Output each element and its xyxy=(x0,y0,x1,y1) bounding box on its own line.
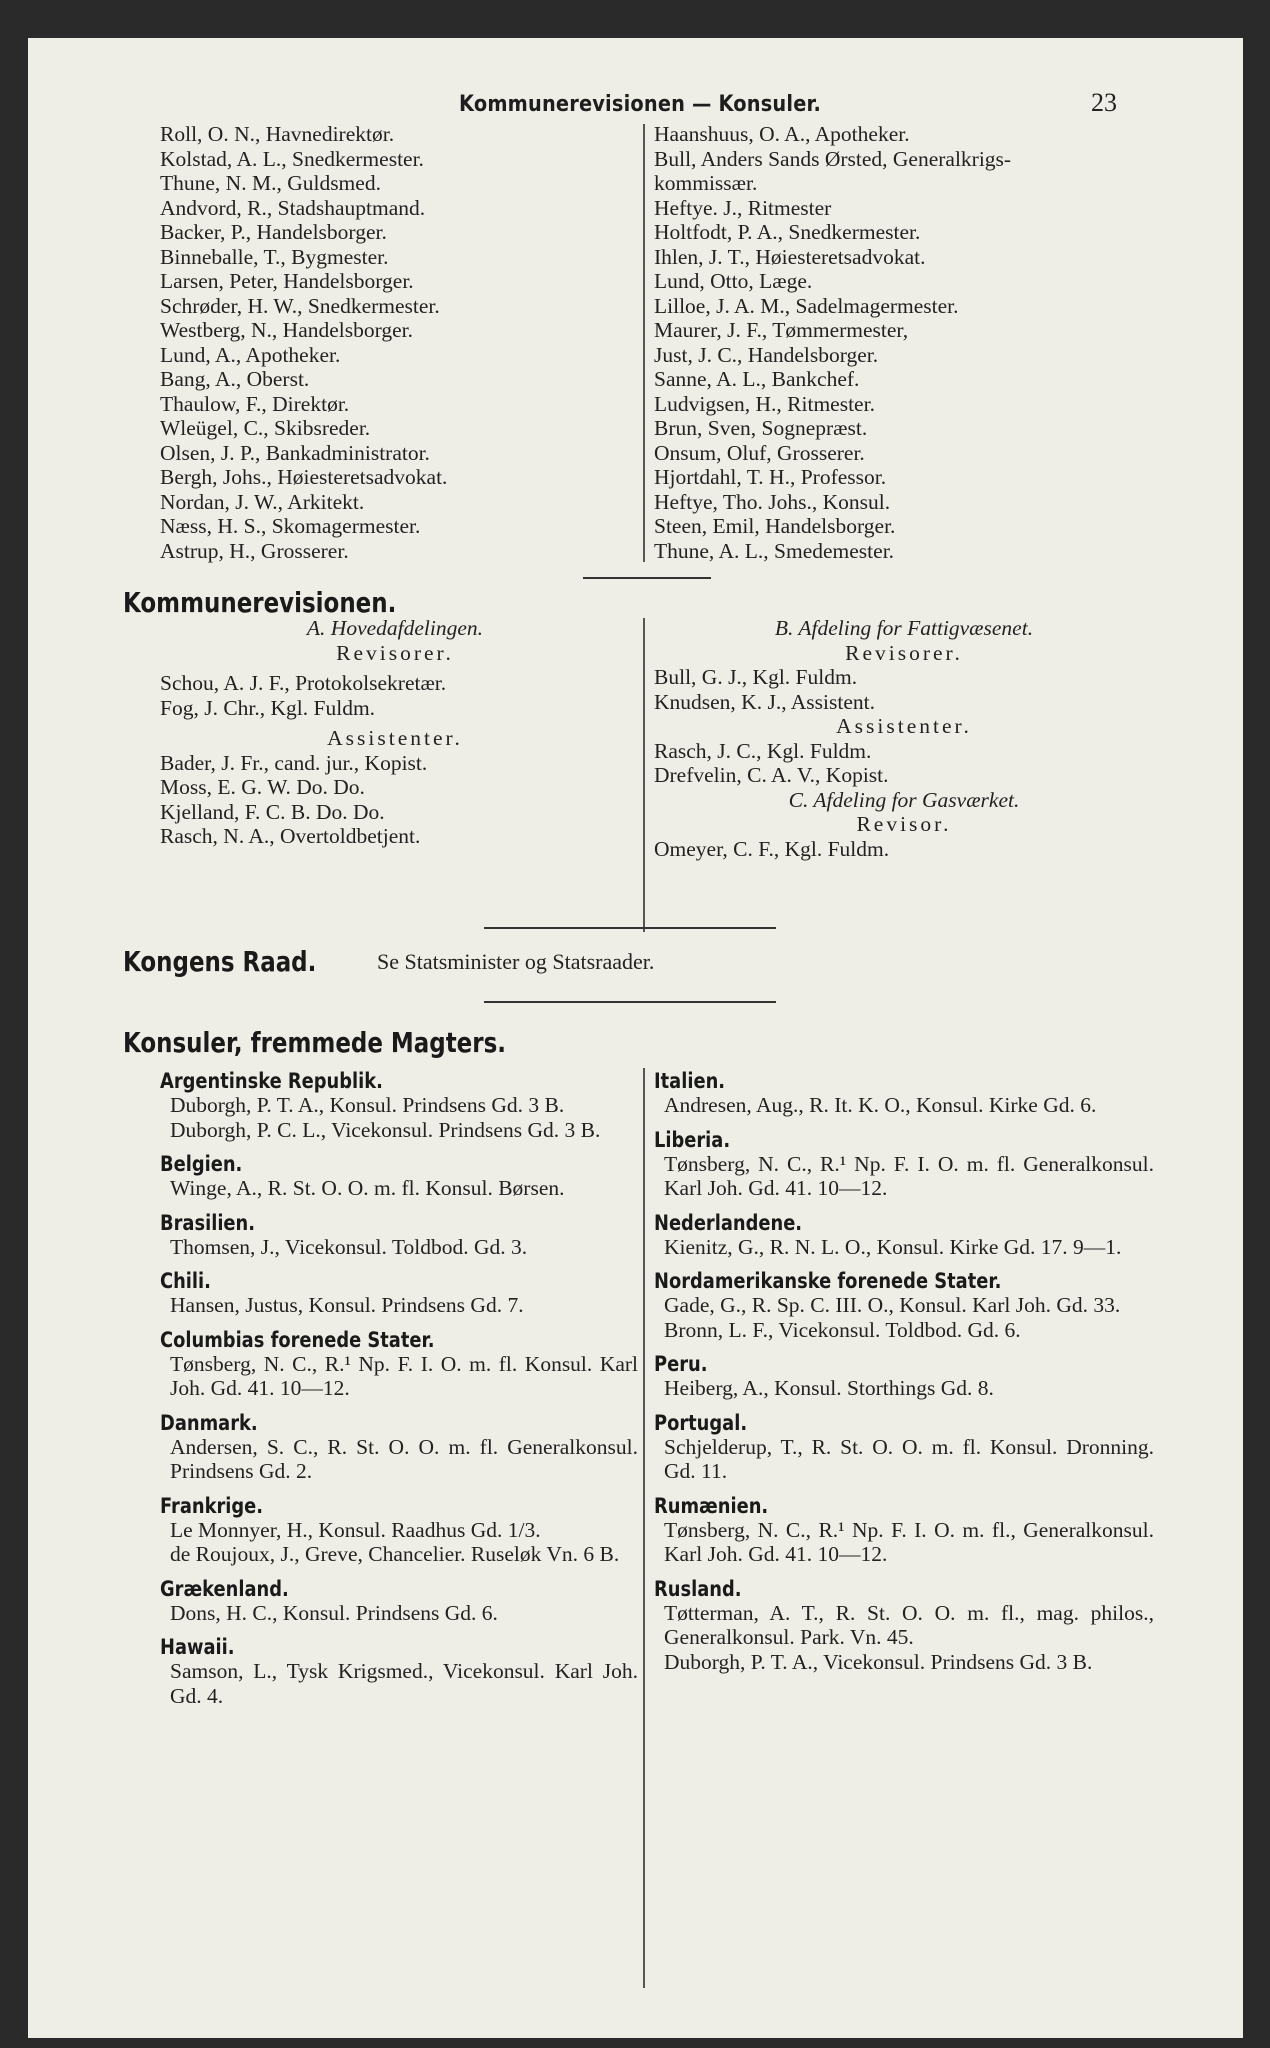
country-block xyxy=(654,1269,1154,1342)
roster-entry: Andvord, R., Stadshauptmand. xyxy=(160,195,426,220)
country-heading: Liberia. xyxy=(654,1127,731,1152)
revisor-entry: Schou, A. J. F., Protokolsekretær. xyxy=(160,671,447,695)
roster-entry: Larsen, Peter, Handelsborger. xyxy=(160,269,414,293)
kongens-raad-row xyxy=(123,945,655,978)
c-revisor-list xyxy=(654,837,1154,862)
document-page xyxy=(28,38,1243,2038)
revisor-entry: Bull, G. J., Kgl. Fuldm. xyxy=(654,665,858,689)
roster-entry: Astrup, H., Grosserer. xyxy=(160,538,349,563)
roster-entry: Ludvigsen, H., Ritmester. xyxy=(654,391,875,416)
consul-entry: Tøtterman, A. T., R. St. O. O. m. fl., mag. philos., Generalkonsul. Park. Vn. 45. xyxy=(664,1600,1154,1649)
roster-entry: Lund, A., Apotheker. xyxy=(160,342,341,367)
a-revisorer-list xyxy=(160,671,630,720)
page-number: 23 xyxy=(1091,88,1117,117)
a-assistenter-list xyxy=(160,751,630,849)
country-block xyxy=(160,1577,638,1626)
roster-entry: Maurer, J. F., Tømmermester, xyxy=(654,318,909,342)
country-heading: Brasilien. xyxy=(160,1210,256,1235)
roster-entry: Backer, P., Handelsborger. xyxy=(160,220,387,244)
kommunerevisionen-right xyxy=(654,616,1154,861)
consul-entry: Tønsberg, N. C., R.¹ Np. F. I. O. m. fl. Generalkonsul. Karl Joh. Gd. 41. 10—12. xyxy=(664,1151,1154,1200)
consul-entry: Duborgh, P. T. A., Konsul. Prindsens Gd. 3 B. xyxy=(170,1093,565,1117)
country-heading: Columbias forenede Stater. xyxy=(160,1327,435,1352)
consul-entry: Heiberg, A., Konsul. Storthings Gd. 8. xyxy=(664,1376,994,1400)
b-revisorer-list xyxy=(654,665,1154,714)
country-heading: Grækenland. xyxy=(160,1576,289,1601)
roster-entry: Thune, N. M., Guldsmed. xyxy=(160,171,381,195)
a-assistenter-label: Assistenter. xyxy=(327,726,463,750)
country-block xyxy=(654,1128,1154,1201)
roster-entry: Thaulow, F., Direktør. xyxy=(160,391,350,416)
roster-entry: Onsum, Oluf, Grosserer. xyxy=(654,440,865,465)
roster-entry: kommissær. xyxy=(654,171,758,195)
country-heading: Argentinske Republik. xyxy=(160,1069,383,1093)
konsuler-heading: Konsuler, fremmede Magters. xyxy=(123,1026,506,1059)
country-block xyxy=(160,1411,638,1484)
country-block xyxy=(654,1494,1154,1567)
consul-entry: Duborgh, P. T. A., Vicekonsul. Prindsens Gd. 3 B. xyxy=(664,1649,1093,1674)
country-heading: Rusland. xyxy=(654,1576,742,1601)
division-a-title: A. Hovedafdelingen. xyxy=(306,616,484,640)
assistent-entry: Drefvelin, C. A. V., Kopist. xyxy=(654,763,889,787)
kommunerevisionen-heading: Kommunerevisionen. xyxy=(123,586,397,619)
consul-entry: Le Monnyer, H., Konsul. Raadhus Gd. 1/3. xyxy=(170,1517,541,1542)
roster-entry: Schrøder, H. W., Snedkermester. xyxy=(160,293,440,318)
c-revisor-label: Revisor. xyxy=(856,812,952,836)
revisor-entry: Fog, J. Chr., Kgl. Fuldm. xyxy=(160,695,376,720)
roster-entry: Bergh, Johs., Høiesteretsadvokat. xyxy=(160,465,448,489)
roster-entry: Thune, A. L., Smedemester. xyxy=(654,538,895,563)
revisor-entry: Omeyer, C. F., Kgl. Fuldm. xyxy=(654,836,890,861)
country-block xyxy=(160,1494,638,1567)
roster-entry: Sanne, A. L., Bankchef. xyxy=(654,367,860,391)
country-block xyxy=(654,1352,1154,1401)
country-heading: Hawaii. xyxy=(160,1635,235,1659)
roster-entry: Bull, Anders Sands Ørsted, Generalkrigs- xyxy=(654,146,1012,171)
konsuler-left-column xyxy=(160,1063,638,1718)
kongens-raad-reference: Se Statsminister og Statsraader. xyxy=(377,949,655,974)
country-block xyxy=(160,1328,638,1401)
consul-entry: Tønsberg, N. C., R.¹ Np. F. I. O. m. fl. Konsul. Karl Joh. Gd. 41. 10—12. xyxy=(170,1351,638,1400)
roster-entry: Binneballe, T., Bygmester. xyxy=(160,244,389,269)
country-heading: Danmark. xyxy=(160,1410,258,1435)
country-block xyxy=(160,1635,638,1708)
country-heading: Chili. xyxy=(160,1269,211,1293)
roster-entry: Næss, H. S., Skomagermester. xyxy=(160,514,421,538)
roster-entry: Roll, O. N., Havnedirektør. xyxy=(160,122,395,146)
roster-entry: Westberg, N., Handelsborger. xyxy=(160,318,414,342)
b-assistenter-label: Assistenter. xyxy=(836,714,972,738)
roster-entry: Nordan, J. W., Arkitekt. xyxy=(160,489,365,514)
a-revisorer-label: Revisorer. xyxy=(336,640,454,665)
column-divider xyxy=(643,1068,645,1988)
country-block xyxy=(654,1069,1154,1118)
division-c-title: C. Afdeling for Gasværket. xyxy=(788,787,1020,812)
b-revisorer-label: Revisorer. xyxy=(845,640,963,665)
roster-entry: Lund, Otto, Læge. xyxy=(654,269,813,293)
consul-entry: Thomsen, J., Vicekonsul. Toldbod. Gd. 3. xyxy=(170,1234,528,1259)
consul-entry: Bronn, L. F., Vicekonsul. Toldbod. Gd. 6. xyxy=(664,1317,1021,1342)
section-rule xyxy=(583,577,711,579)
roster-entry: Olsen, J. P., Bankadministrator. xyxy=(160,440,430,465)
roster-entry: Wleügel, C., Skibsreder. xyxy=(160,416,371,440)
country-block xyxy=(160,1211,638,1260)
roster-entry: Brun, Sven, Sognepræst. xyxy=(654,416,868,440)
country-block xyxy=(654,1577,1154,1675)
section-rule xyxy=(484,1001,776,1003)
top-left-list xyxy=(160,122,630,563)
division-b-title: B. Afdeling for Fattigvæsenet. xyxy=(774,616,1034,640)
consul-entry: Hansen, Justus, Konsul. Prindsens Gd. 7. xyxy=(170,1293,524,1317)
country-heading: Nederlandene. xyxy=(654,1210,803,1235)
section-rule xyxy=(484,927,776,929)
roster-entry: Bang, A., Oberst. xyxy=(160,367,310,391)
consul-entry: Dons, H. C., Konsul. Prindsens Gd. 6. xyxy=(170,1600,498,1625)
roster-entry: Haanshuus, O. A., Apotheker. xyxy=(654,122,910,146)
roster-entry: Heftye, Tho. Johs., Konsul. xyxy=(654,489,891,514)
revisor-entry: Knudsen, K. J., Assistent. xyxy=(654,689,875,714)
column-divider xyxy=(643,618,645,932)
roster-entry: Just, J. C., Handelsborger. xyxy=(654,342,879,367)
roster-entry: Steen, Emil, Handelsborger. xyxy=(654,514,896,538)
country-heading: Peru. xyxy=(654,1352,708,1376)
kongens-raad-heading: Kongens Raad. xyxy=(123,945,317,978)
country-block xyxy=(654,1211,1154,1260)
roster-entry: Holtfodt, P. A., Snedkermester. xyxy=(654,220,921,244)
country-heading: Portugal. xyxy=(654,1410,748,1435)
running-header-title: Kommunerevisionen — Konsuler. xyxy=(459,92,822,117)
country-heading: Frankrige. xyxy=(160,1493,264,1518)
consul-entry: Winge, A., R. St. O. O. m. fl. Konsul. Børsen. xyxy=(170,1176,565,1200)
consul-entry: Tønsberg, N. C., R.¹ Np. F. I. O. m. fl., Generalkonsul. Karl Joh. Gd. 41. 10—12. xyxy=(664,1517,1154,1566)
assistent-entry: Moss, E. G. W. Do. Do. xyxy=(160,775,365,799)
consul-entry: Schjelderup, T., R. St. O. O. m. fl. Konsul. Dronning. Gd. 11. xyxy=(664,1434,1154,1483)
country-block xyxy=(654,1411,1154,1484)
roster-entry: Lilloe, J. A. M., Sadelmagermester. xyxy=(654,293,959,318)
assistent-entry: Kjelland, F. C. B. Do. Do. xyxy=(160,799,385,824)
assistent-entry: Rasch, N. A., Overtoldbetjent. xyxy=(160,824,421,848)
kommunerevisionen-left xyxy=(160,616,630,849)
country-block xyxy=(160,1269,638,1318)
column-divider xyxy=(643,124,645,562)
roster-entry: Hjortdahl, T. H., Professor. xyxy=(654,465,887,489)
consul-entry: Gade, G., R. Sp. C. III. O., Konsul. Karl Joh. Gd. 33. xyxy=(664,1293,1121,1317)
consul-entry: de Roujoux, J., Greve, Chancelier. Ruseløk Vn. 6 B. xyxy=(170,1542,620,1566)
consul-entry: Andresen, Aug., R. It. K. O., Konsul. Kirke Gd. 6. xyxy=(664,1093,1097,1117)
assistent-entry: Rasch, J. C., Kgl. Fuldm. xyxy=(654,738,872,763)
consul-entry: Duborgh, P. C. L., Vicekonsul. Prindsens Gd. 3 B. xyxy=(170,1117,601,1142)
country-heading: Nordamerikanske forenede Stater. xyxy=(654,1269,1002,1293)
country-block xyxy=(160,1152,638,1201)
roster-entry: Kolstad, A. L., Snedkermester. xyxy=(160,146,424,171)
consul-entry: Samson, L., Tysk Krigsmed., Vicekonsul. Karl Joh. Gd. 4. xyxy=(170,1659,638,1708)
b-assistenter-list xyxy=(654,739,1154,788)
konsuler-right-column xyxy=(654,1063,1154,1684)
consul-entry: Andersen, S. C., R. St. O. O. m. fl. Generalkonsul. Prindsens Gd. 2. xyxy=(170,1434,638,1483)
country-heading: Rumænien. xyxy=(654,1493,769,1518)
consul-entry: Kienitz, G., R. N. L. O., Konsul. Kirke Gd. 17. 9—1. xyxy=(664,1234,1122,1259)
roster-entry: Ihlen, J. T., Høiesteretsadvokat. xyxy=(654,244,926,269)
top-right-list xyxy=(654,122,1154,563)
country-block xyxy=(160,1069,638,1142)
country-heading: Italien. xyxy=(654,1069,726,1093)
roster-entry: Heftye. J., Ritmester xyxy=(654,195,832,220)
country-heading: Belgien. xyxy=(160,1152,243,1176)
assistent-entry: Bader, J. Fr., cand. jur., Kopist. xyxy=(160,750,428,775)
